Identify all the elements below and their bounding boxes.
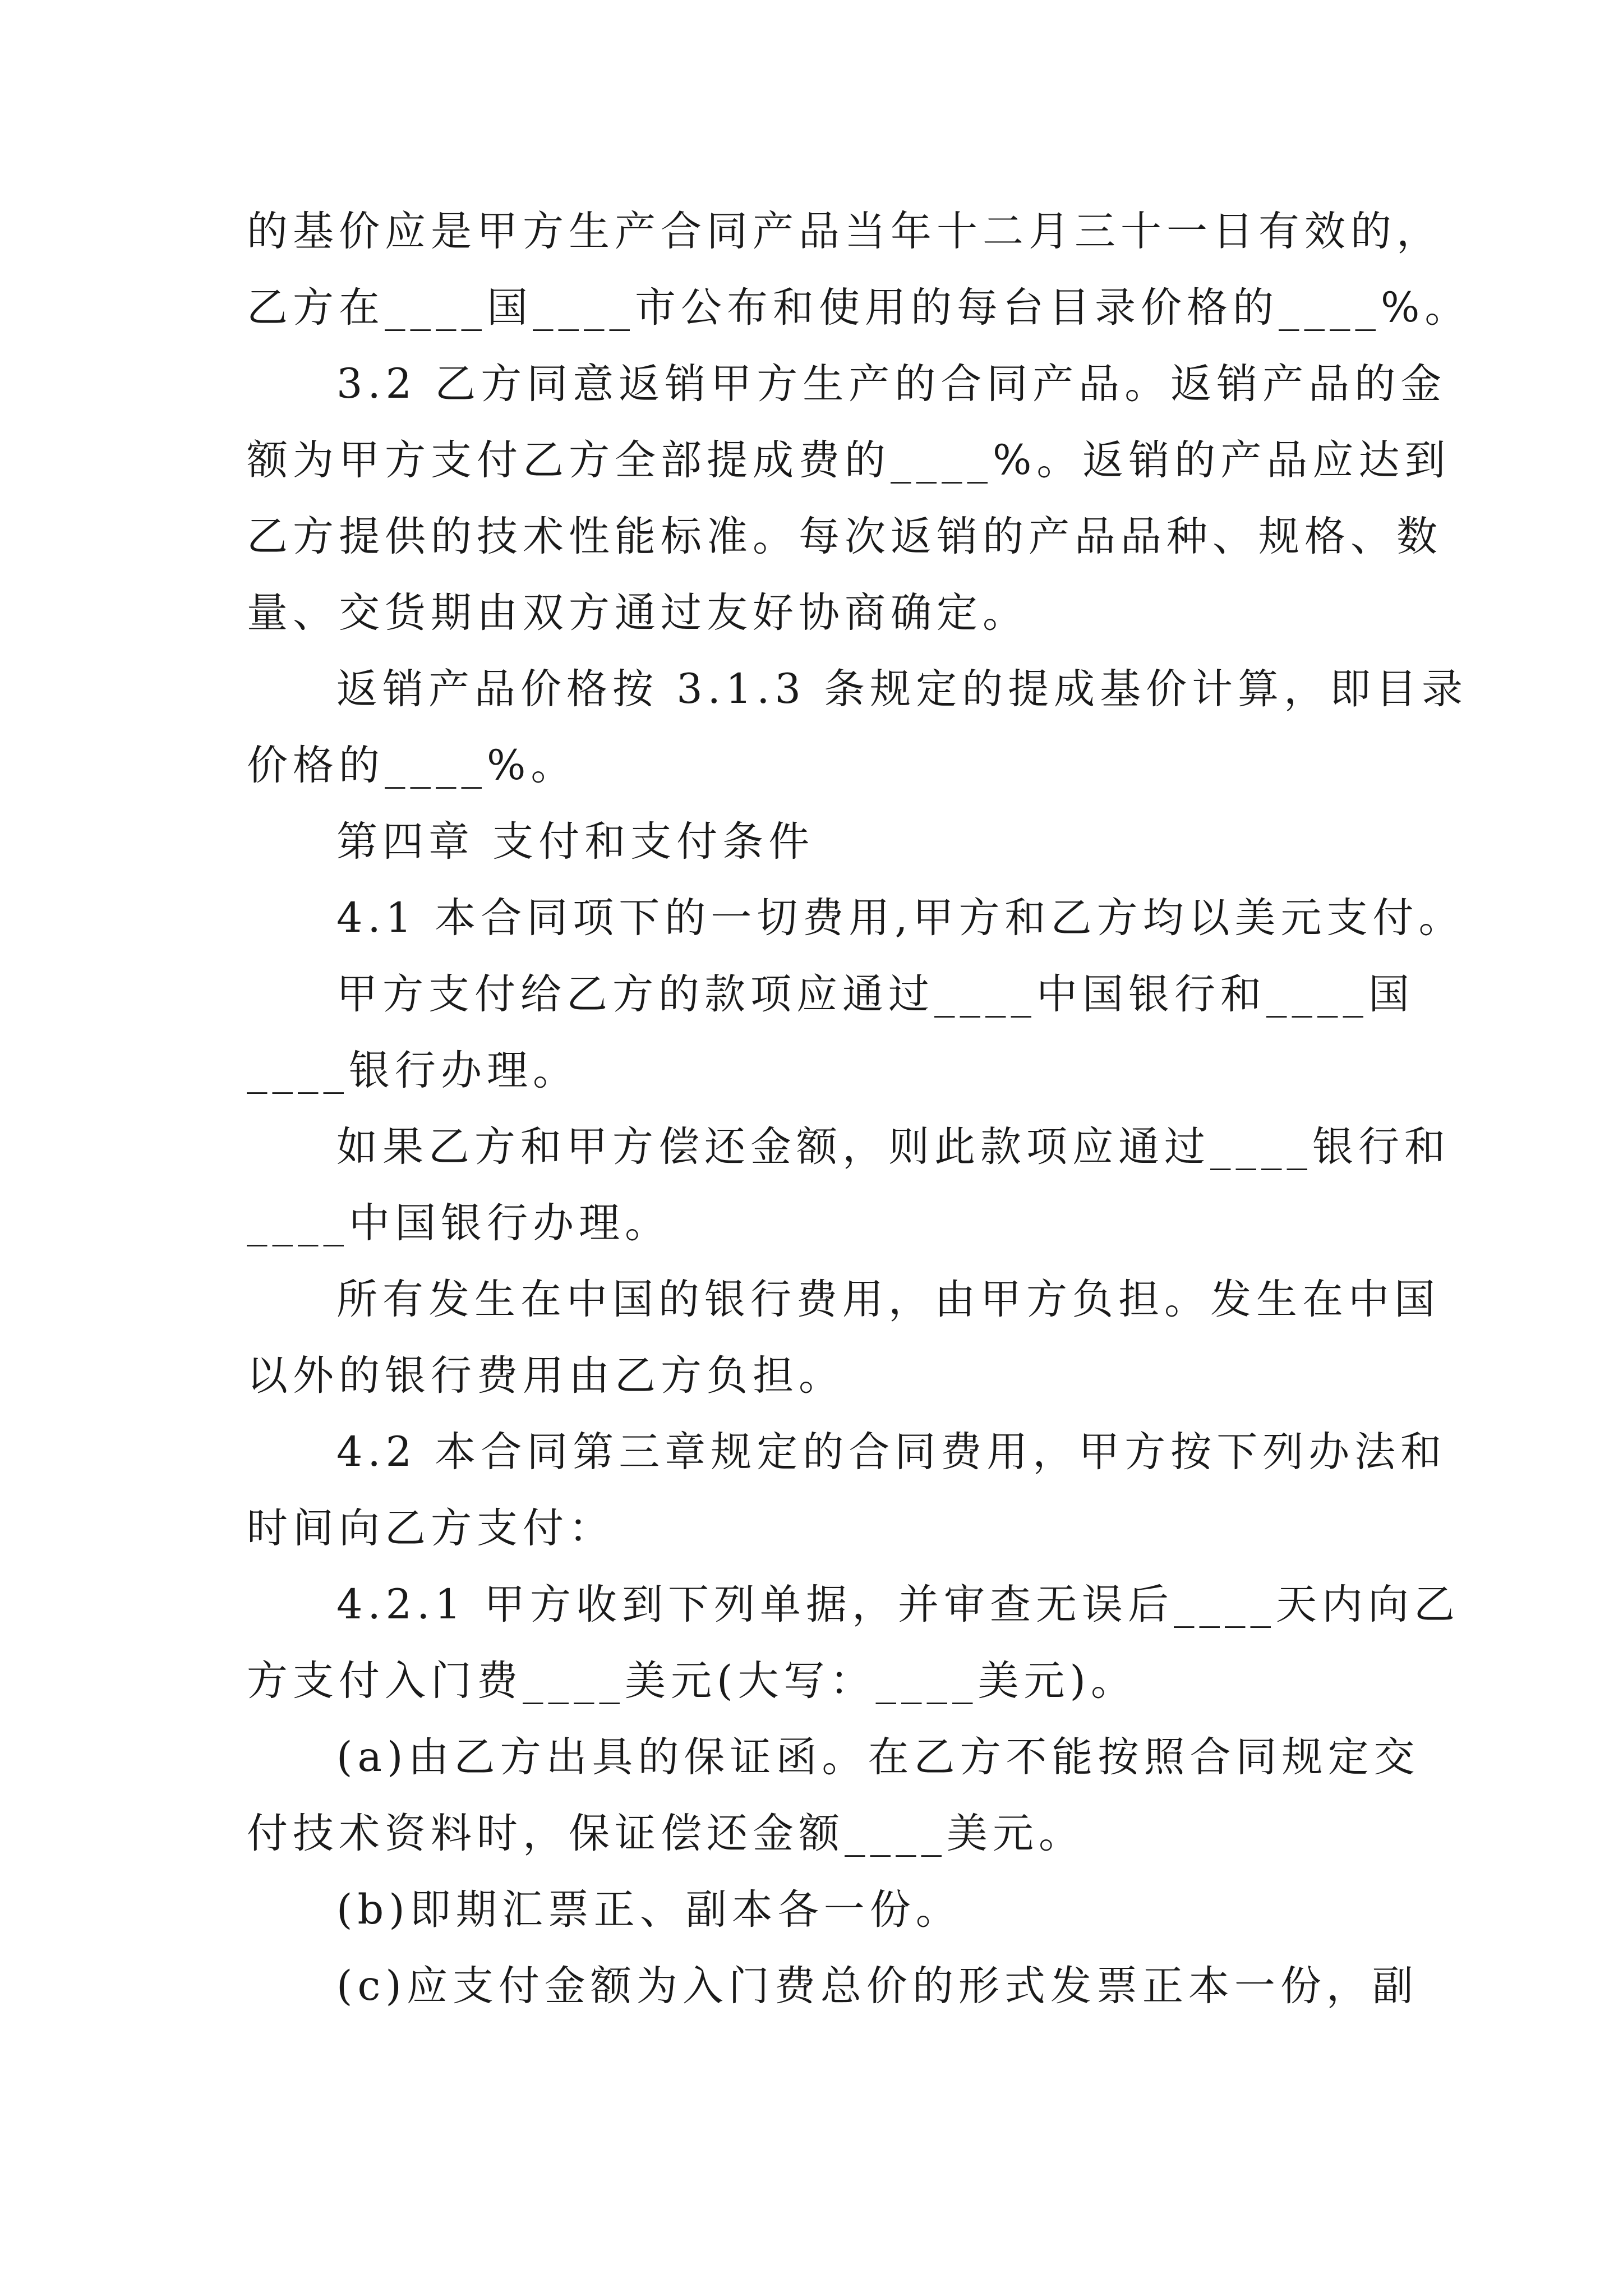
text-line: 乙方提供的技术性能标准。每次返销的产品品种、规格、数 (247, 513, 1442, 560)
text-line: 如果乙方和甲方偿还金额，则此款项应通过____银行和 (336, 1123, 1450, 1171)
text-line: 4.2.1 甲方收到下列单据，并审查无误后____天内向乙 (336, 1581, 1460, 1628)
text-line: 以外的银行费用由乙方负担。 (247, 1352, 845, 1400)
text-line: 量、交货期由双方通过友好协商确定。 (247, 589, 1029, 637)
text-line: 时间向乙方支付： (247, 1504, 615, 1552)
text-line: ____中国银行办理。 (247, 1199, 671, 1247)
text-line: 4.1 本合同项下的一切费用,甲方和乙方均以美元支付。 (336, 894, 1465, 942)
text-line: 所有发生在中国的银行费用，由甲方负担。发生在中国 (336, 1276, 1440, 1323)
document-body (247, 194, 1471, 2024)
text-line: ____银行办理。 (247, 1047, 579, 1094)
text-line: 付技术资料时，保证偿还金额____美元。 (247, 1810, 1085, 1857)
text-line: 3.2 乙方同意返销甲方生产的合同产品。返销产品的金 (336, 360, 1447, 408)
text-line: 甲方支付给乙方的款项应通过____中国银行和____国 (336, 970, 1414, 1018)
text-line: 方支付入门费____美元(大写：____美元)。 (247, 1657, 1137, 1705)
text-line: 返销产品价格按 3.1.3 条规定的提成基价计算，即目录 (336, 665, 1468, 713)
text-line: (a)由乙方出具的保证函。在乙方不能按照合同规定交 (336, 1733, 1420, 1781)
text-line: 价格的____%。 (247, 742, 577, 789)
text-line: 4.2 本合同第三章规定的合同费用，甲方按下列办法和 (336, 1428, 1447, 1476)
text-line: 额为甲方支付乙方全部提成费的____%。返销的产品应达到 (247, 436, 1451, 484)
text-line: 乙方在____国____市公布和使用的每台目录价格的____%。 (247, 284, 1471, 332)
text-line: (b)即期汇票正、副本各一份。 (336, 1886, 962, 1934)
chapter-heading: 第四章 支付和支付条件 (336, 818, 815, 866)
text-line: (c)应支付金额为入门费总价的形式发票正本一份，副 (336, 1962, 1418, 2010)
text-line: 的基价应是甲方生产合同产品当年十二月三十一日有效的， (247, 208, 1442, 255)
